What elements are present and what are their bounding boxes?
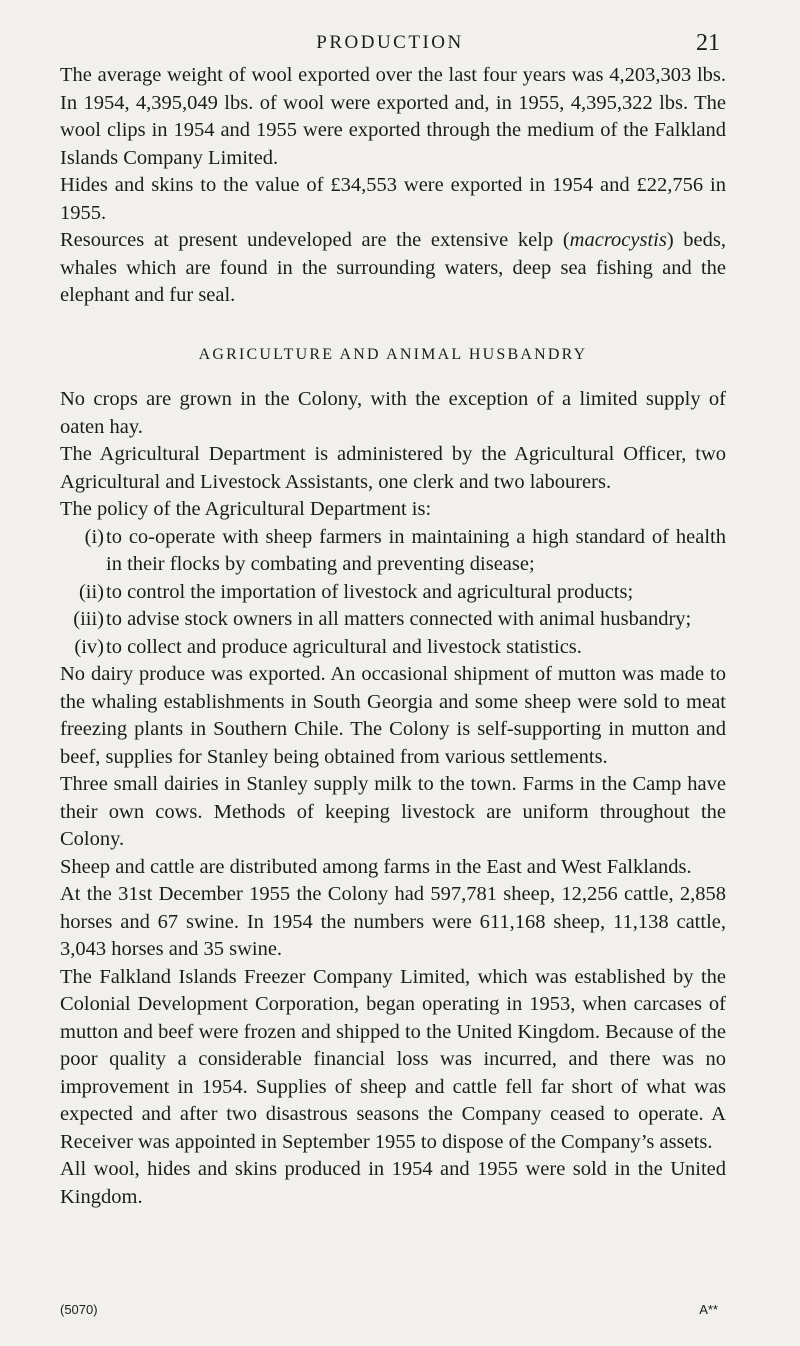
paragraph-distribution: Sheep and cattle are distributed among farms in the East and West Falklands.: [60, 855, 692, 878]
paragraph-dairy-mutton: No dairy produce was exported. An occasional shipment of mutton was made to the whaling establishments in South Georgia and some sheep were sold to meat freezing plants in Southern Chile. The Colony is self-supporting in mutton and beef, supplies for Stanley being obtained from various settlements.: [60, 663, 726, 768]
body-text: [60, 62, 726, 1211]
section-heading: AGRICULTURE AND ANIMAL HUSBANDRY: [198, 345, 588, 363]
paragraph-hides-skins: Hides and skins to the value of £34,553 were exported in 1954 and £22,756 in 1955.: [60, 174, 726, 224]
paragraph-wool-exports: The average weight of wool exported over the last four years was 4,203,303 lbs. In 1954, 4,395,049 lbs. of wool were exported and, in 1955, 4,395,322 lbs. The wool clips in 1954 and 1955 were exported through the medium of the Falkland Islands Company Limited.: [60, 64, 726, 169]
list-item-text: to advise stock owners in all matters connected with animal husbandry;: [106, 608, 692, 630]
resources-text-before: Resources at present undeveloped are the extensive kelp (: [60, 229, 570, 251]
page-footer: [60, 1302, 726, 1322]
paragraph-wool-sold: All wool, hides and skins produced in 1954 and 1955 were sold in the United Kingdom.: [60, 1158, 726, 1208]
paragraph-policy-intro: The policy of the Agricultural Department is:: [60, 498, 432, 520]
paragraph-resources: [60, 227, 726, 310]
running-title: PRODUCTION: [316, 32, 464, 53]
list-item: [60, 524, 726, 579]
paragraph-freezer-company: The Falkland Islands Freezer Company Limited, which was established by the Colonial Development Corporation, began operating in 1953, when carcases of mutton and beef were frozen and shipped to the United Kingdom. Because of the poor quality a considerable financial loss was incurred, and there was no improvement in 1954. Supplies of sheep and cattle fell far short of what was expected and after two disastrous seasons the Company ceased to operate. A Receiver was appointed in September 1955 to dispose of the Company’s assets.: [60, 965, 726, 1153]
list-item-number: (i): [84, 525, 104, 548]
list-item-text: to co-operate with sheep farmers in maintaining a high standard of health in their flocks by combating and preventing disease;: [106, 525, 726, 575]
list-item: [60, 579, 726, 607]
paragraph-crops: No crops are grown in the Colony, with the exception of a limited supply of oaten hay.: [60, 388, 726, 438]
paragraph-department: The Agricultural Department is administered by the Agricultural Officer, two Agricultural and Livestock Assistants, one clerk and two labourers.: [60, 443, 726, 493]
paragraph-dairies: Three small dairies in Stanley supply milk to the town. Farms in the Camp have their own cows. Methods of keeping livestock are uniform throughout the Colony.: [60, 773, 726, 850]
list-item: [60, 634, 726, 662]
list-item-number: (iv): [74, 635, 104, 658]
signature-mark: A**: [699, 1302, 718, 1317]
list-item-number: (ii): [78, 580, 104, 603]
list-item-text: to collect and produce agricultural and livestock statistics.: [106, 635, 582, 658]
list-item-number: (iii): [73, 608, 104, 630]
policy-list: [60, 524, 726, 662]
paragraph-livestock-numbers: At the 31st December 1955 the Colony had 597,781 sheep, 12,256 cattle, 2,858 horses and 67 swine. In 1954 the numbers were 611,168 sheep, 11,138 cattle, 3,043 horses and 35 swine.: [60, 883, 726, 960]
resources-text-italic: macrocystis: [569, 229, 667, 251]
list-item-text: to control the importation of livestock and agricultural products;: [106, 580, 634, 603]
page-number: 21: [696, 30, 720, 56]
list-item: [60, 606, 726, 634]
print-code: (5070): [60, 1302, 98, 1317]
resources-text-after: ) beds, whales which are found in the surrounding waters, deep sea fishing and the elephant and fur seal.: [60, 229, 727, 306]
running-head: [60, 30, 720, 58]
